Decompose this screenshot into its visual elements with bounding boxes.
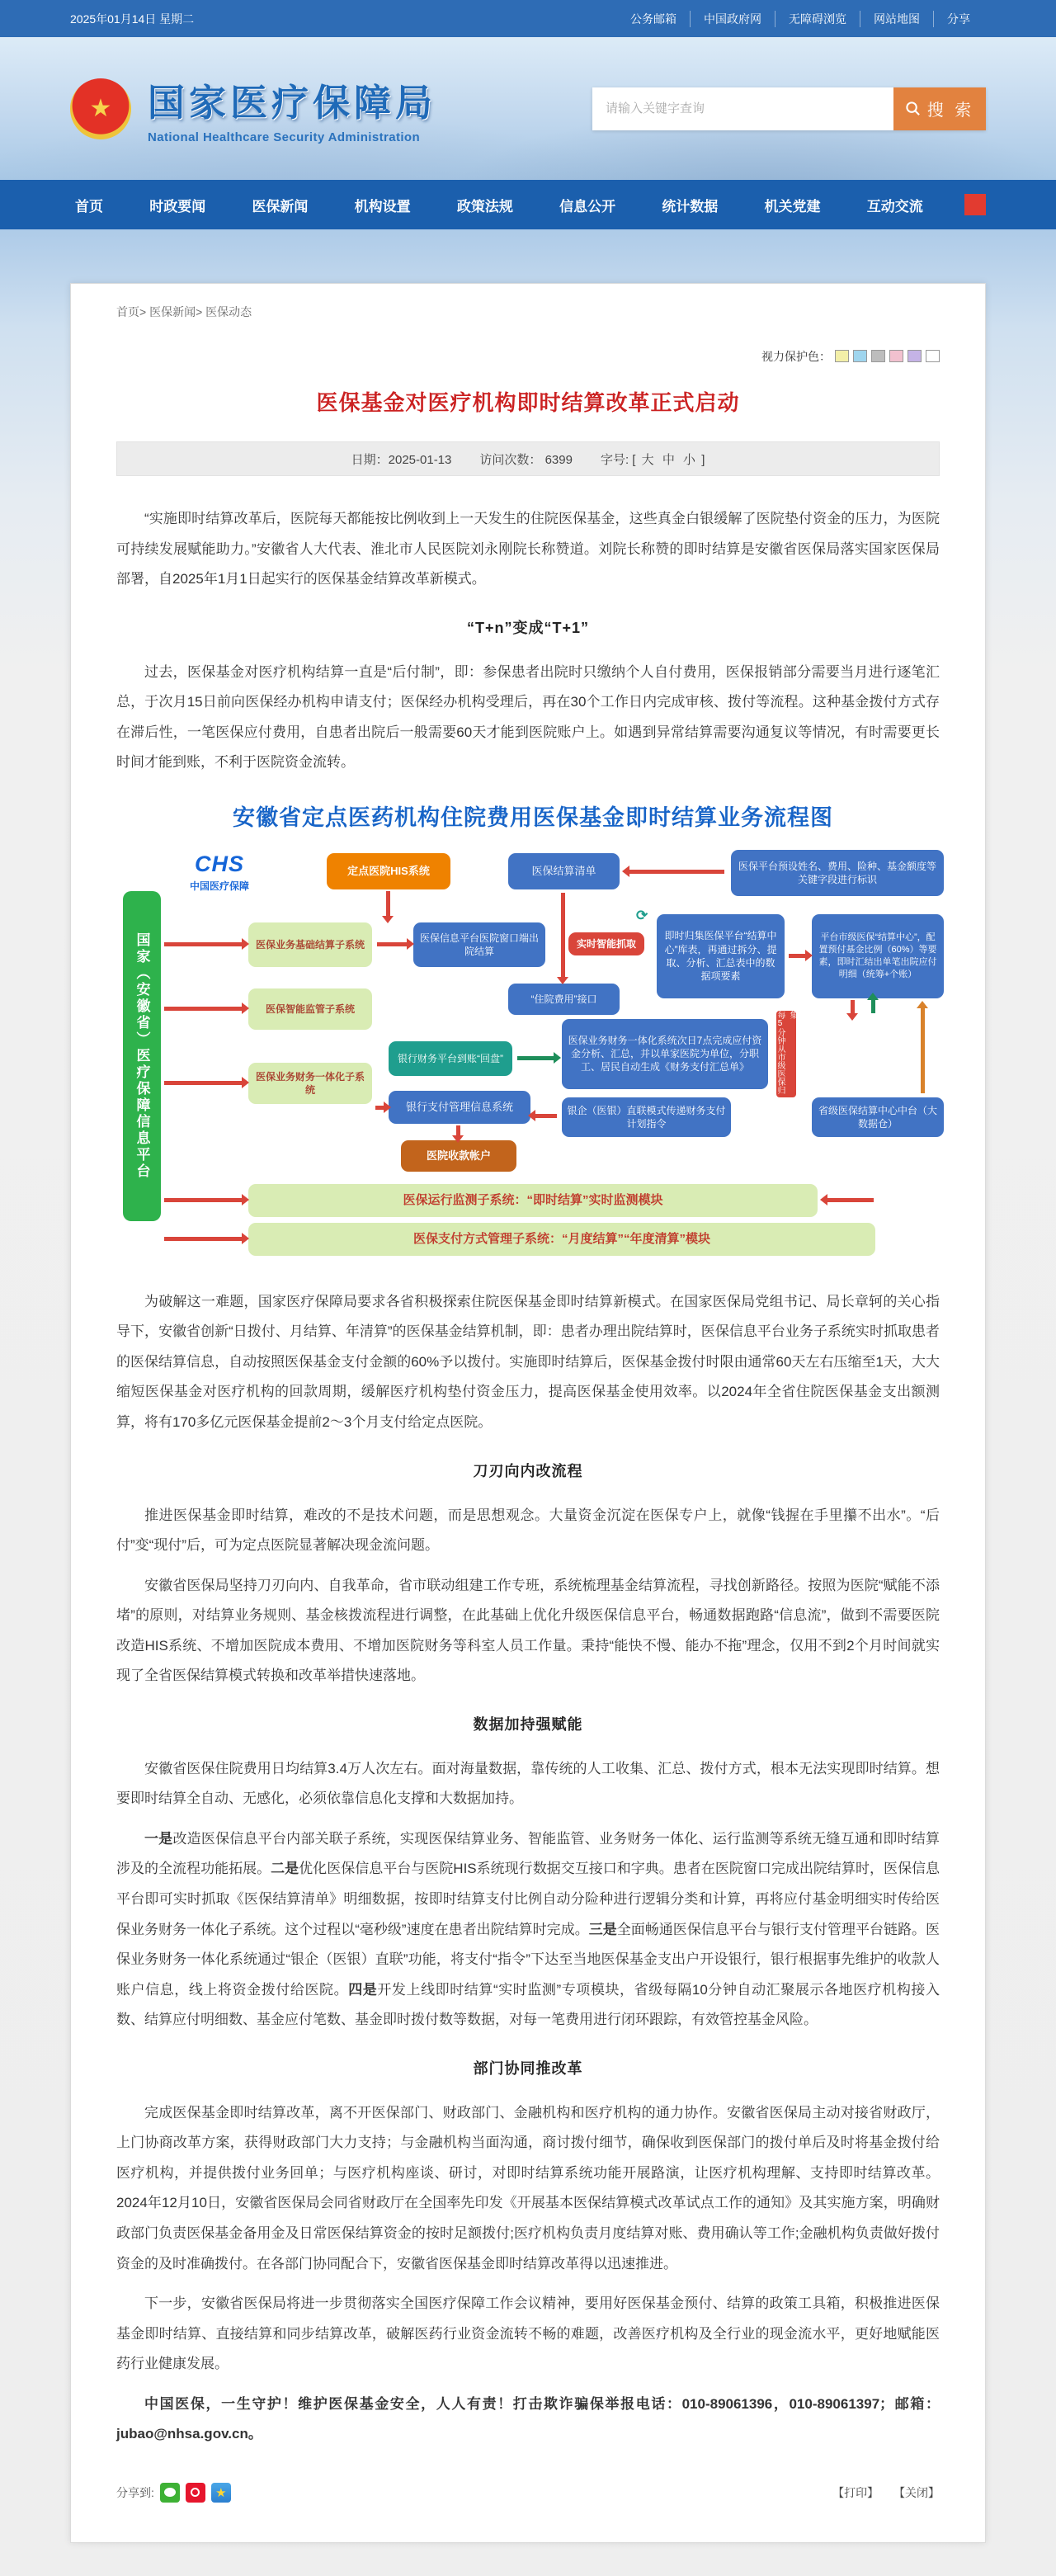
- article-segment: 优化医保信息平台与医院HIS系统现行数据交互接口和字典。患者在医院窗口完成出院结算时，医保信息平台即可实时抓取《医保结算清单》明细数据，按即时结算支付比例自动分险种进行逻辑分类和计算，再将应付基金明细实时传给医保业务财务一体化子系统。这个过程以“毫秒级”速度在患者出院结算时完成。: [116, 1861, 940, 1937]
- section-heading: 刀刃向内改流程: [473, 1462, 583, 1479]
- meta-date-label: 日期：: [351, 452, 389, 467]
- nav-item-home[interactable]: 首页: [75, 198, 103, 215]
- flow-arrow: [517, 1056, 554, 1060]
- eye-protect-swatch[interactable]: [926, 350, 940, 362]
- flow-arrow: [456, 1125, 460, 1135]
- content-card: [70, 283, 986, 2543]
- flow-arrow: [871, 1000, 875, 1013]
- topbar: [0, 0, 1056, 37]
- nav-red-badge[interactable]: [964, 194, 986, 215]
- article-paragraph: 完成医保基金即时结算改革，离不开医保部门、财政部门、金融机构和医疗机构的通力协作。安徽省医保局主动对接省财政厅，上门协商改革方案，获得财政部门大力支持；与金融机构当面沟通，商讨拨付细节，确保收到医保部门的拨付单后及时将基金拨付给医疗机构，并提供拨付业务回单；与医疗机构座谈、研讨，对即时结算系统功能开展路演，让医疗机构理解、支持即时结算改革。2024年12月10日，安徽省医保局会同省财政厅在全国率先印发《开展基本医保结算模式改革试点工作的通知》及其实施方案，明确财政部门负责医保基金备用金及日常医保结算资金的按时足额拨付;医疗机构负责月度结算对账、费用确认等工作;金融机构负责做好拨付资金的及时准确拨付。在各部门协同配合下，安徽省医保基金即时结算改革得以迅速推进。: [116, 2104, 940, 2272]
- nav-item-info-disclosure[interactable]: 信息公开: [559, 198, 616, 215]
- font-size-medium[interactable]: 中: [662, 452, 675, 467]
- meta-fontsize: [601, 451, 705, 468]
- wechat-bubble-glyph: [164, 2488, 176, 2497]
- flow-arrow: [377, 942, 407, 946]
- search-button[interactable]: 搜 索: [893, 87, 986, 130]
- flow-arrow: [164, 1237, 242, 1241]
- site-logo[interactable]: [70, 73, 436, 144]
- flowchart-figure: [116, 800, 950, 1262]
- list-marker: 一是: [144, 1830, 173, 1847]
- page-title: 医保基金对医疗机构即时结算改革正式启动: [316, 390, 740, 415]
- flow-arrow: [164, 1007, 242, 1011]
- article-body: [116, 504, 940, 2450]
- flowchart-node-preset: 医保平台预设姓名、费用、险种、基金额度等关键字段进行标识: [731, 850, 944, 896]
- link-mailbox[interactable]: 公务邮箱: [630, 12, 676, 26]
- meta-visits: [479, 451, 573, 468]
- flowchart-node-collect: 即时归集医保平台“结算中心”库表，再通过拆分、提取、分析、汇总表中的数据项要素: [657, 914, 785, 998]
- flowchart-node-window: 医保信息平台医院窗口端出院结算: [413, 922, 545, 967]
- list-marker: 三是: [588, 1921, 617, 1937]
- nav-item-medical-news[interactable]: 医保新闻: [252, 198, 309, 215]
- article-paragraph-hotline: 中国医保，一生守护！维护医保基金安全，人人有责！打击欺诈骗保举报电话：010-89061396，010-89061397；邮箱：jubao@nhsa.gov.cn。: [116, 2395, 940, 2442]
- national-emblem-icon: [70, 78, 131, 139]
- flow-arrow: [851, 1000, 855, 1013]
- search-icon: [905, 101, 921, 116]
- search-bar: [592, 87, 986, 130]
- flowchart-node-smart-monitor: 医保智能监管子系统: [248, 988, 372, 1030]
- nav-item-interaction[interactable]: 互动交流: [866, 198, 923, 215]
- article-segment: 改造医保信息平台内部关联子系统，实现医保结算业务、智能监管、业务财务一体化、运行监测等系统无缝互通和即时结算涉及的全流程功能拓展。: [116, 1830, 940, 1877]
- article-segment: 开发上线即时结算“实时监测”专项模块，省级每隔10分钟自动汇聚展示各地医疗机构接入数、结算应付明细数、基金应付笔数、基金即时拨付数等数据，对每一笔费用进行闭环跟踪，有效管控基金风险。: [116, 1981, 940, 2028]
- qzone-share-icon[interactable]: ★: [211, 2483, 231, 2503]
- meta-date: [351, 451, 452, 468]
- flowchart-node-finance-subsystem: 医保业务财务一体化子系统: [248, 1063, 372, 1104]
- weibo-share-icon[interactable]: [186, 2483, 205, 2503]
- flowchart-node-base-subsystem: 医保业务基础结算子系统: [248, 922, 372, 967]
- flowchart-node-his: 定点医院HIS系统: [327, 853, 450, 889]
- current-date: 2025年01月14日 星期二: [70, 12, 195, 26]
- flowchart-node-grab: 实时智能抓取: [568, 932, 644, 955]
- close-button[interactable]: 【关闭】: [893, 2485, 940, 2499]
- breadcrumb-separator: >: [196, 305, 203, 318]
- link-accessibility[interactable]: 无障碍浏览: [775, 11, 860, 27]
- section-heading: 数据加持强赋能: [473, 1715, 583, 1733]
- breadcrumb-separator: >: [139, 305, 147, 318]
- flowchart-title: 安徽省定点医药机构住院费用医保基金即时结算业务流程图: [233, 804, 833, 830]
- flowchart-node-hospital-account: 医院收款帐户: [401, 1140, 516, 1172]
- link-gov-site[interactable]: 中国政府网: [690, 11, 775, 27]
- flowchart-diagram: [116, 850, 950, 1262]
- site-header: [0, 37, 1056, 180]
- article-paragraph: [116, 1824, 940, 2036]
- section-heading: 部门协同推改革: [473, 2059, 583, 2077]
- nav-item-politics-news[interactable]: 时政要闻: [149, 198, 206, 215]
- article-segment: 全面畅通医保信息平台与银行支付管理平台链路。医保业务财务一体化系统通过“银企（医银）直联”功能，将支付“指令”下达至当地医保基金支出户开设银行，银行根据事先维护的收款人账户信息，线上将资金拨付给医院。: [116, 1921, 940, 1998]
- article-paragraph: “实施即时结算改革后，医院每天都能按比例收到上一天发生的住院医保基金，这些真金白银缓解了医院垫付资金的压力，为医院可持续发展赋能助力。”安徽省人大代表、淮北市人民医院刘永刚院长称赞道。刘院长称赞的即时结算是安徽省医保局落实国家医保局部署，自2025年1月1日起实行的医保基金结算改革新模式。: [116, 511, 940, 587]
- flow-arrow: [535, 1114, 557, 1118]
- article-footer: [116, 2483, 940, 2503]
- link-sitemap[interactable]: 网站地图: [860, 11, 933, 27]
- chs-logo-text: CHS: [194, 851, 244, 876]
- site-title: 国家医疗保障局: [148, 82, 437, 124]
- font-size-small[interactable]: 小: [683, 452, 696, 467]
- meta-fontsize-end: ]: [701, 452, 705, 467]
- article-paragraph: 下一步，安徽省医保局将进一步贯彻落实全国医疗保障工作会议精神，要用好医保基金预付、结算的政策工具箱，积极推进医保基金即时结算、直接结算和同步结算改革，破解医药行业资金流转不畅的难题，改善医疗机构及全行业的现金流水平，更好地赋能医药行业健康发展。: [116, 2295, 940, 2372]
- flow-arrow: [386, 891, 390, 916]
- article-meta-bar: [116, 441, 940, 476]
- chs-logo-subtext: 中国医疗保障: [189, 880, 249, 892]
- nav-item-organization[interactable]: 机构设置: [354, 198, 411, 215]
- breadcrumb-medical-news[interactable]: 医保新闻: [149, 305, 196, 318]
- flowchart-node-interface: “住院费用”接口: [508, 984, 620, 1015]
- weibo-eye-glyph: [191, 2488, 200, 2497]
- sync-icon: ⟳: [636, 907, 648, 923]
- flowchart-node-pay-mode: 医保支付方式管理子系统：“月度结算”“年度清算”模块: [248, 1223, 875, 1256]
- flowchart-node-bank-pay-system: 银行支付管理信息系统: [389, 1091, 530, 1124]
- flowchart-node-bank-direct: 银企（医银）直联模式传递财务支付计划指令: [562, 1097, 731, 1137]
- article-paragraph: 推进医保基金即时结算，难改的不是技术问题，而是思想观念。大量资金沉淀在医保专户上，就像“钱握在手里攥不出水”。“后付”变“现付”后，可为定点医院显著解决现金流问题。: [116, 1507, 940, 1554]
- flowchart-node-settle-list: 医保结算清单: [508, 853, 620, 889]
- flowchart-node-five-minutes: 每5分钟从市级医保归集: [776, 1011, 796, 1097]
- main-nav: [0, 180, 1056, 229]
- site-title-en: National Healthcare Security Administration: [148, 130, 421, 144]
- list-marker: 四是: [348, 1981, 378, 1998]
- breadcrumb: [116, 304, 940, 320]
- meta-visits-value: 6399: [544, 452, 573, 467]
- flow-arrow: [827, 1198, 874, 1202]
- article-paragraph: 为破解这一难题，国家医疗保障局要求各省积极探索住院医保基金即时结算新模式。在国家医保局党组书记、局长章轲的关心指导下，安徽省创新“日拨付、月结算、年清算”的医保基金结算机制，即：患者办理出院结算时，医保信息平台业务子系统实时抓取患者的医保结算信息，自动按照医保基金支付金额的60%予以拨付。实施即时结算后，医保基金拨付时限由通常60天左右压缩至1天，大大缩短医保基金对医疗机构的回款周期，缓解医疗机构垫付资金压力，提高医保基金使用效率。以2024年全省住院医保基金支出额测算，将有170多亿元医保基金提前2～3个月支付给定点医院。: [116, 1293, 940, 1431]
- chs-logo: [174, 852, 265, 893]
- flowchart-node-finance-system: 医保业务财务一体化系统次日7点完成应付资金分析、汇总，并以单家医院为单位，分职工、居民自动生成《财务支付汇总单》: [562, 1019, 768, 1089]
- eye-protect-swatch[interactable]: [871, 350, 885, 362]
- flow-arrow: [789, 954, 805, 958]
- flowchart-node-center: 平台市级医保“结算中心”，配置预付基金比例（60%）等要素，即时汇结出单笔出院应付明细（统筹+个账）: [812, 914, 944, 998]
- footer-actions: [821, 2484, 940, 2501]
- flow-arrow: [164, 1081, 242, 1085]
- nav-item-statistics[interactable]: 统计数据: [662, 198, 719, 215]
- meta-date-value: 2025-01-13: [388, 452, 452, 467]
- print-button[interactable]: 【打印】: [832, 2485, 879, 2499]
- page-background: [0, 229, 1056, 2576]
- font-size-large[interactable]: 大: [641, 452, 654, 467]
- eye-protect-swatch[interactable]: [853, 350, 867, 362]
- emblem-star-icon: ★: [89, 94, 112, 122]
- topbar-links: [617, 11, 983, 27]
- flow-arrow: [375, 1106, 384, 1110]
- meta-fontsize-label: 字号: [: [600, 452, 636, 467]
- flow-arrow: [164, 942, 242, 946]
- flowchart-node-bank-back: 银行财务平台到账“回盘”: [389, 1041, 512, 1076]
- flow-arrow: [921, 1008, 925, 1093]
- article-paragraph: 安徽省医保局坚持刀刃向内、自我革命，省市联动组建工作专班，系统梳理基金结算流程，寻找创新路径。按照为医院“赋能不添堵”的原则，对结算业务规则、基金核拨流程进行调整，在此基础上优化升级医保信息平台，畅通数据跑路“信息流”，做到不需要医院改造HIS系统、不增加医院成本费用、不增加医院财务等科室人员工作量。秉持“能快不慢、能办不拖”理念，仅用不到2个月时间就实现了全省医保结算模式转换和改革举措快速落地。: [116, 1577, 940, 1684]
- flowchart-node-bigdata-center: 省级医保结算中心中台（大数据仓）: [812, 1097, 944, 1137]
- link-share[interactable]: 分享: [933, 11, 983, 27]
- flow-arrow: [164, 1198, 242, 1202]
- flow-arrow: [561, 893, 565, 977]
- eye-protect-swatch[interactable]: [908, 350, 922, 362]
- nav-item-party-building[interactable]: 机关党建: [764, 198, 821, 215]
- article-paragraph: 安徽省医保住院费用日均结算3.4万人次左右。面对海量数据，靠传统的人工收集、汇总、拨付方式，根本无法实现即时结算。想要即时结算全自动、无感化，必须依靠信息化支撑和大数据加持。: [116, 1760, 940, 1807]
- share-label: 分享到:: [116, 2485, 154, 2499]
- eye-protect-swatch[interactable]: [835, 350, 849, 362]
- eye-protect-swatch[interactable]: [889, 350, 903, 362]
- breadcrumb-dynamics[interactable]: 医保动态: [205, 305, 252, 318]
- flow-arrow: [629, 870, 724, 874]
- breadcrumb-home[interactable]: 首页: [116, 305, 139, 318]
- search-input[interactable]: [592, 87, 893, 130]
- meta-visits-label: 访问次数：: [479, 452, 542, 467]
- list-marker: 二是: [271, 1861, 299, 1877]
- nav-item-policy[interactable]: 政策法规: [456, 198, 513, 215]
- eye-protect-label: 视力保护色：: [761, 350, 831, 363]
- eye-protect-row: [116, 348, 940, 365]
- wechat-share-icon[interactable]: [160, 2483, 180, 2503]
- flowchart-node-run-monitor: 医保运行监测子系统：“即时结算”实时监测模块: [248, 1184, 818, 1217]
- flowchart-platform-bar: 国家（安徽省）医疗保障信息平台: [123, 891, 161, 1221]
- section-heading: “T+n”变成“T+1”: [466, 619, 590, 636]
- article-paragraph: 过去，医保基金对医疗机构结算一直是“后付制”，即：参保患者出院时只缴纳个人自付费用，医保报销部分需要当月进行逐笔汇总，于次月15日前向医保经办机构申请支付；医保经办机构受理后，再在30个工作日内完成审核、拨付等流程。这种基金拨付方式存在滞后性，一笔医保应付费用，自患者出院后一般需要60天才能到医院账户上。如遇到异常结算需要沟通复议等情况，有时需要更长时间才能到账，不利于医院资金流转。: [116, 663, 940, 771]
